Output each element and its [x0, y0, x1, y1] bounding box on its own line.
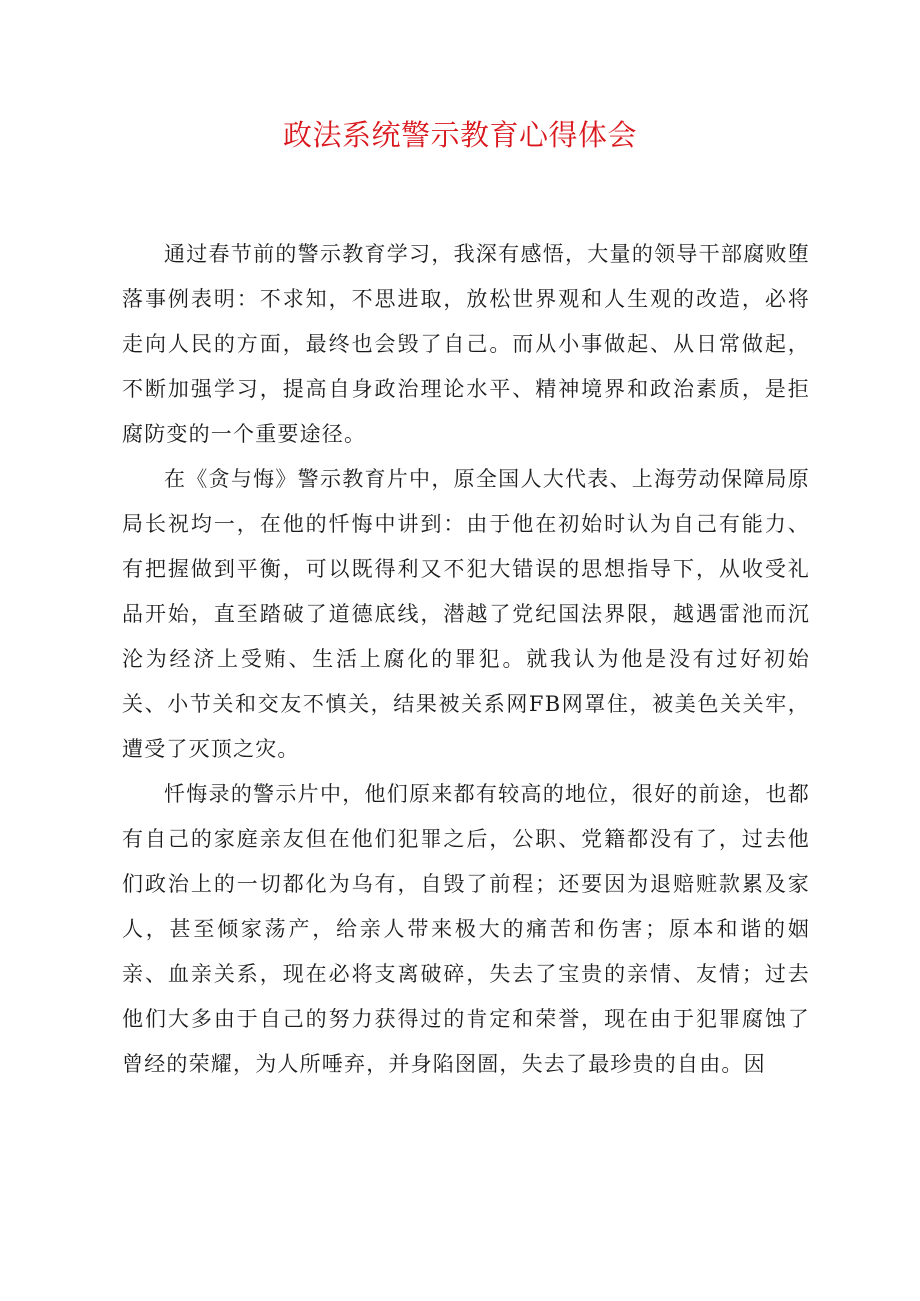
paragraph-2: 在《贪与悔》警示教育片中，原全国人大代表、上海劳动保障局原局长祝均一，在他的忏悔中讲到：由于他在初始时认为自己有能力、有把握做到平衡，可以既得利又不犯大错误的思想指导下，从收受礼品开始，直至踏破了道德底线，潜越了党纪国法界限，越遇雷池而沉沦为经济上受贿、生活上腐化的罪犯。就我认为他是没有过好初始关、小节关和交友不慎关，结果被关系网FB网罩住，被美色关关牢，遭受了灭顶之灾。 [122, 467, 810, 761]
document-body [122, 232, 810, 1087]
document-title: 政法系统警示教育心得体会 [282, 118, 637, 152]
paragraph-1: 通过春节前的警示教育学习，我深有感悟，大量的领导干部腐败堕落事例表明：不求知，不思进取，放松世界观和人生观的改造，必将走向人民的方面，最终也会毁了自己。而从小事做起、从日常做起，不断加强学习，提高自身政治理论水平、精神境界和政治素质，是拒腐防变的一个重要途径。 [122, 242, 810, 446]
paragraph-3: 忏悔录的警示片中，他们原来都有较高的地位，很好的前途，也都有自己的家庭亲友但在他们犯罪之后，公职、党籍都没有了，过去他们政治上的一切都化为乌有，自毁了前程；还要因为退赔赃款累及家人，甚至倾家荡产，给亲人带来极大的痛苦和伤害；原本和谐的姻亲、血亲关系，现在必将支离破碎，失去了宝贵的亲情、友情；过去他们大多由于自己的努力获得过的肯定和荣誉，现在由于犯罪腐蚀了曾经的荣耀，为人所唾弃，并身陷囹圄，失去了最珍贵的自由。因 [122, 782, 810, 1076]
